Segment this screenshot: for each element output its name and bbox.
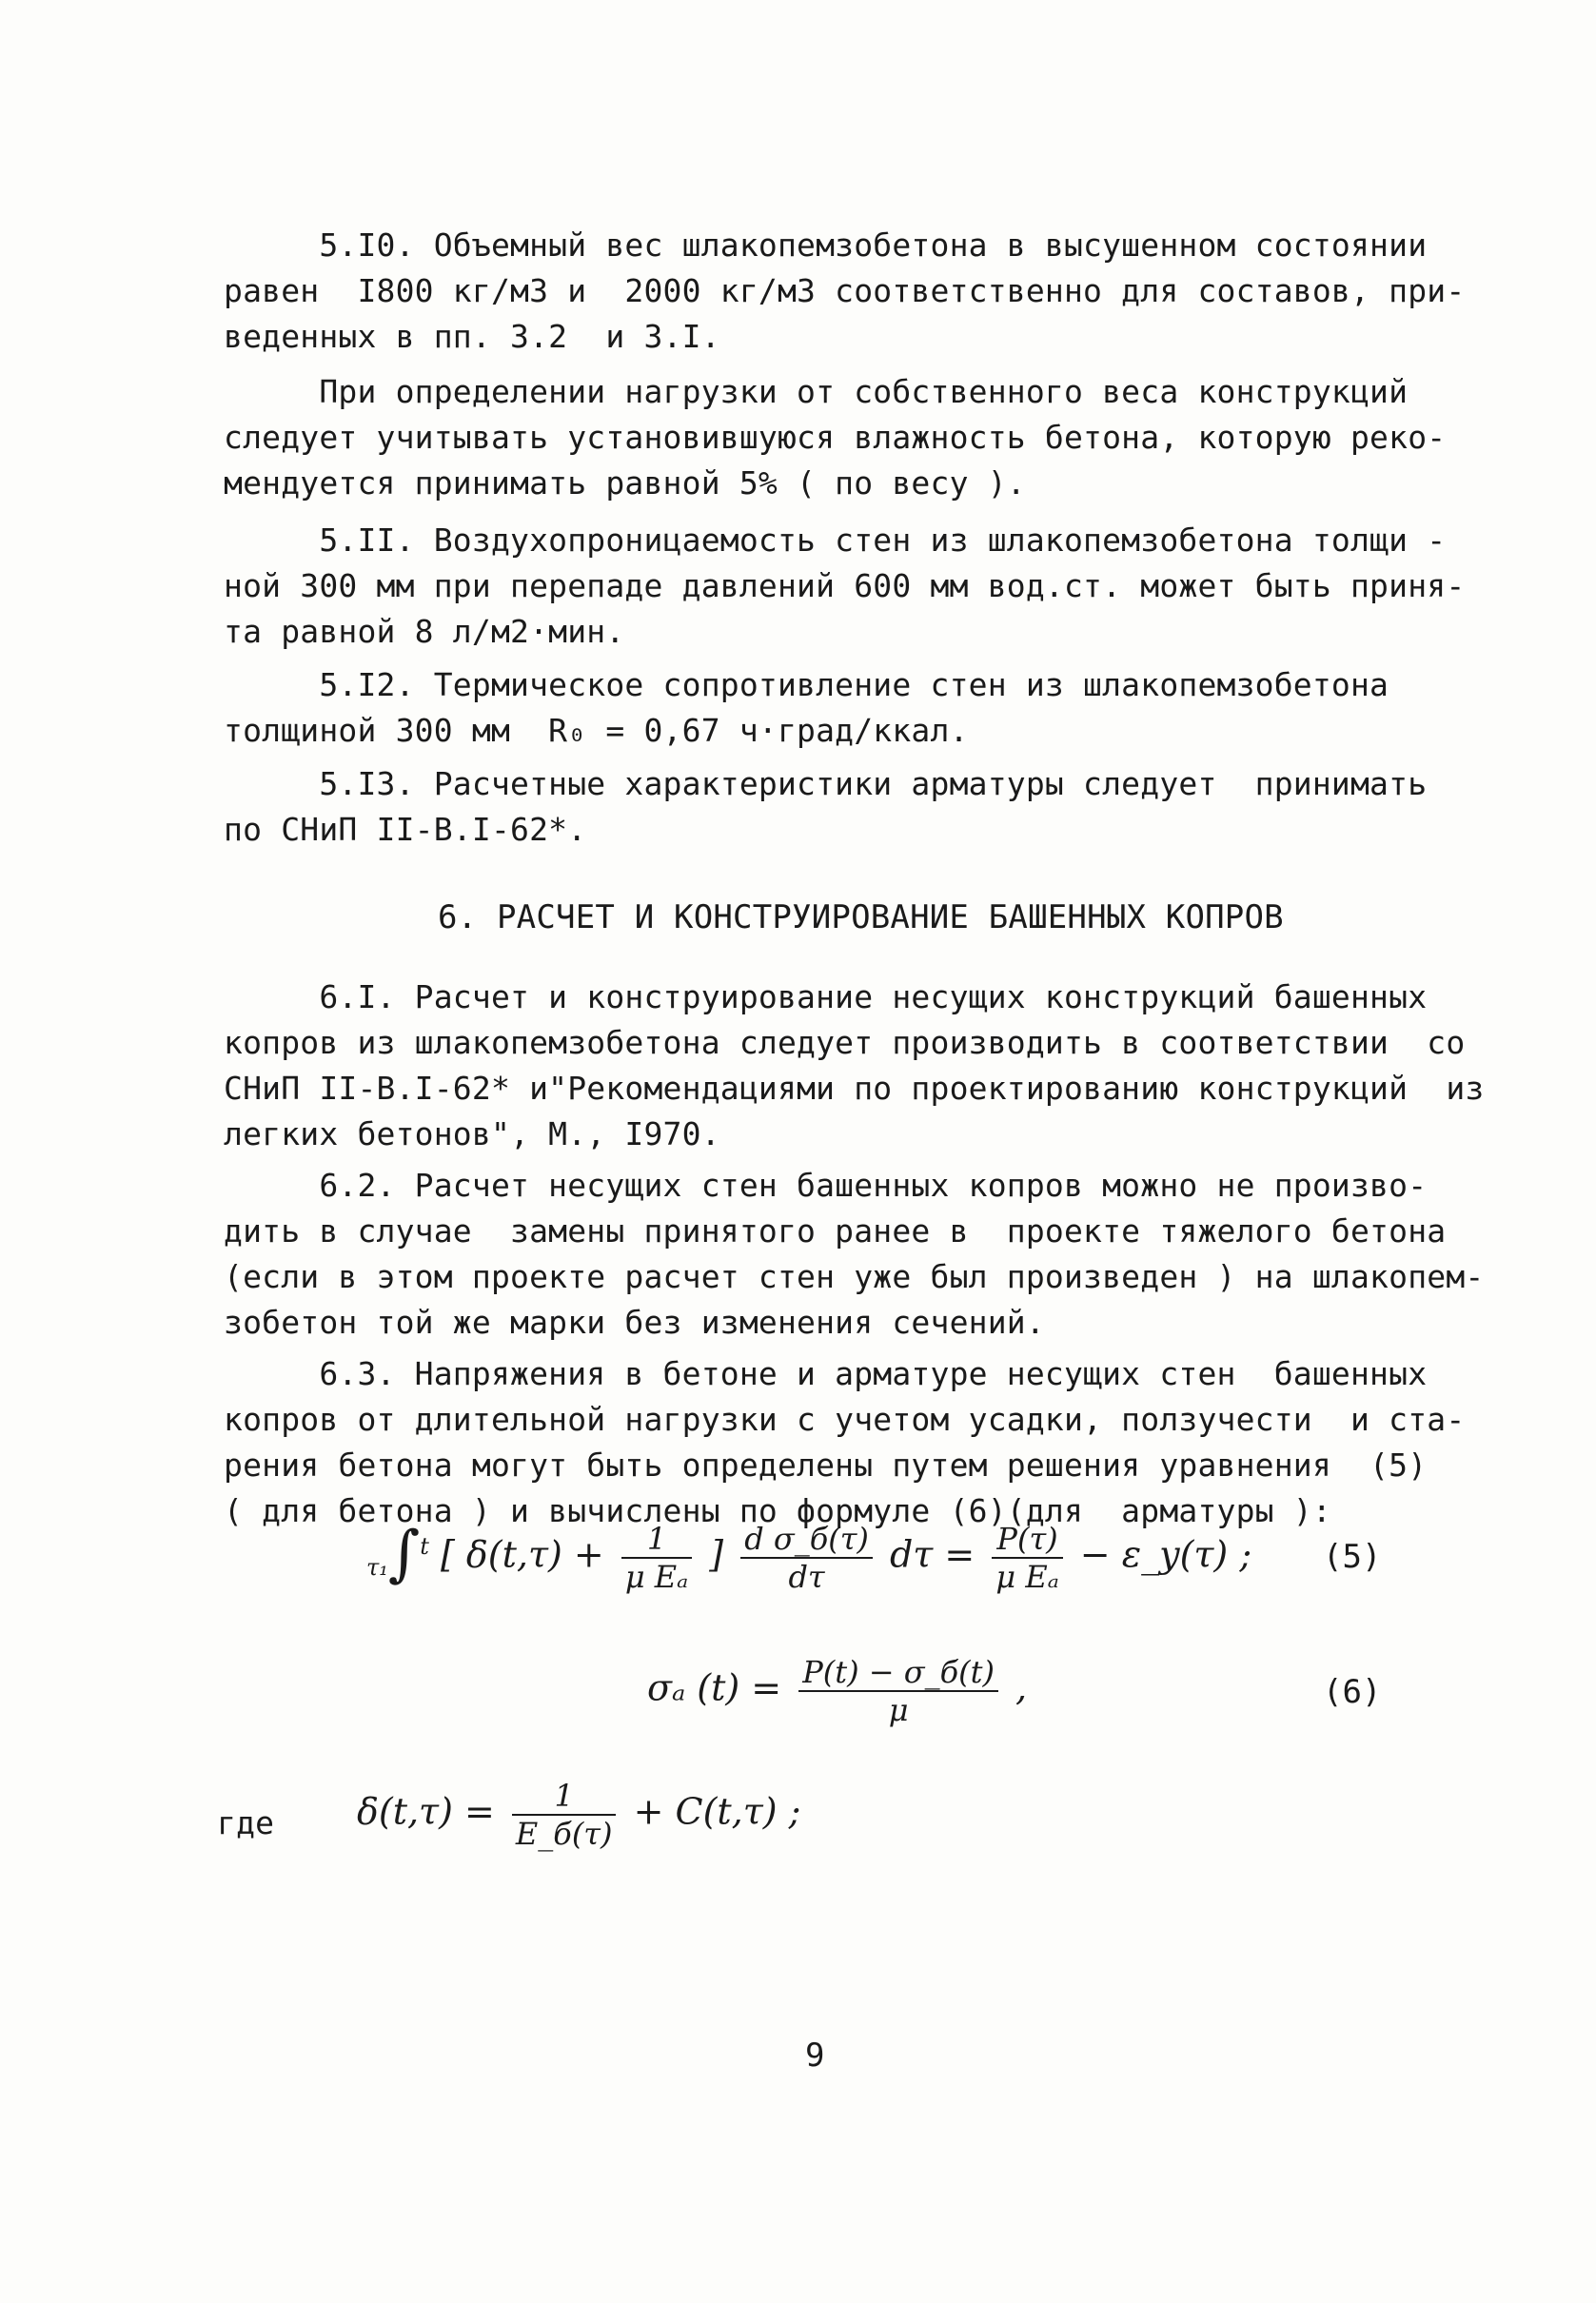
where-tail: + C(t,τ) ; bbox=[633, 1790, 801, 1833]
text-line: равен I800 кг/м3 и 2000 кг/м3 соответственно для составов, при- bbox=[224, 272, 1466, 309]
integral-upper-limit: t bbox=[420, 1532, 429, 1560]
equation-5-bracket-close: ] bbox=[709, 1533, 724, 1576]
text-line: 6.2. Расчет несущих стен башенных копров можно не произво- bbox=[224, 1167, 1428, 1204]
text-line: мендуется принимать равной 5% ( по весу ). bbox=[224, 464, 1026, 502]
equation-5-fraction-1: $\frac{1}{\text{μ Eₐ}}$ bbox=[621, 1523, 692, 1593]
text-line: веденных в пп. 3.2 и 3.I. bbox=[224, 318, 720, 355]
equation-6-fraction: $\frac{P(t) - \sigma\_б(t)}{\mu}$ bbox=[798, 1656, 998, 1726]
text-line: по СНиП II-В.I-62*. bbox=[224, 811, 587, 848]
equation-5-number: (5) bbox=[1323, 1538, 1382, 1576]
section-heading: 6. РАСЧЕТ И КОНСТРУИРОВАНИЕ БАШЕННЫХ КОПРОВ bbox=[438, 898, 1284, 936]
text-line: ( для бетона ) и вычислены по формуле (6)(для арматуры ): bbox=[224, 1492, 1331, 1529]
equation-5-fraction-3: $\frac{P(\tau)}{\text{μ Eₐ}}$ bbox=[992, 1523, 1062, 1593]
text-line: При определении нагрузки от собственного веса конструкций bbox=[224, 373, 1409, 410]
text-line: (если в этом проекте расчет стен уже был произведен ) на шлакопем- bbox=[224, 1258, 1485, 1295]
text-line: легких бетонов", М., I970. bbox=[224, 1115, 720, 1152]
equation-6-tail: , bbox=[1015, 1666, 1028, 1709]
text-line: толщиной 300 мм R₀ = 0,67 ч·град/ккал. bbox=[224, 712, 969, 749]
text-line: зобетон той же марки без изменения сечений. bbox=[224, 1304, 1045, 1341]
text-line: рения бетона могут быть определены путем решения уравнения (5) bbox=[224, 1447, 1428, 1484]
text-line: 5.I3. Расчетные характеристики арматуры следует принимать bbox=[224, 765, 1428, 802]
where-equation bbox=[357, 1780, 800, 1850]
text-line: следует учитывать установившуюся влажность бетона, которую реко- bbox=[224, 419, 1447, 456]
equation-5-tail: − ε_y(τ) ; bbox=[1079, 1533, 1252, 1576]
equation-6-number: (6) bbox=[1323, 1673, 1382, 1711]
equation-6-lhs: σₐ (t) = bbox=[647, 1666, 782, 1709]
integral-sign: ∫ bbox=[387, 1519, 421, 1589]
equation-5-fraction-2: $\frac{\text{d σ\_б(τ)}}{d\tau}$ bbox=[740, 1523, 873, 1593]
equation-5-bracket-open: [ δ(t,τ) + bbox=[441, 1533, 604, 1576]
equation-6 bbox=[647, 1656, 1027, 1726]
text-line: СНиП II-В.I-62* и"Рекомендациями по проектированию конструкций из bbox=[224, 1070, 1485, 1107]
text-line: дить в случае замены принятого ранее в проекте тяжелого бетона bbox=[224, 1212, 1447, 1250]
integral-lower-limit: τ₁ bbox=[366, 1554, 388, 1582]
text-line: копров из шлакопемзобетона следует производить в соответствии со bbox=[224, 1024, 1466, 1061]
equation-5-dtau: dτ = bbox=[889, 1533, 975, 1576]
page-number: 9 bbox=[805, 2037, 825, 2075]
text-line: 5.I2. Термическое сопротивление стен из шлакопемзобетона bbox=[224, 666, 1389, 703]
where-fraction: $\frac{1}{E\_б(\tau)}$ bbox=[512, 1780, 617, 1850]
text-line: 5.I0. Объемный вес шлакопемзобетона в высушенном состоянии bbox=[224, 226, 1428, 264]
text-line: 6.3. Напряжения в бетоне и арматуре несущих стен башенных bbox=[224, 1355, 1428, 1392]
where-lhs: δ(t,τ) = bbox=[357, 1790, 495, 1833]
text-line: та равной 8 л/м2·мин. bbox=[224, 613, 625, 650]
text-line: копров от длительной нагрузки с учетом усадки, ползучести и ста- bbox=[224, 1401, 1466, 1438]
text-line: ной 300 мм при перепаде давлений 600 мм вод.ст. может быть приня- bbox=[224, 567, 1466, 604]
text-line: 6.I. Расчет и конструирование несущих конструкций башенных bbox=[224, 978, 1428, 1015]
where-label: где bbox=[217, 1804, 275, 1841]
text-line: 5.II. Воздухопроницаемость стен из шлакопемзобетона толщи - bbox=[224, 522, 1447, 559]
equation-5 bbox=[366, 1519, 1252, 1595]
